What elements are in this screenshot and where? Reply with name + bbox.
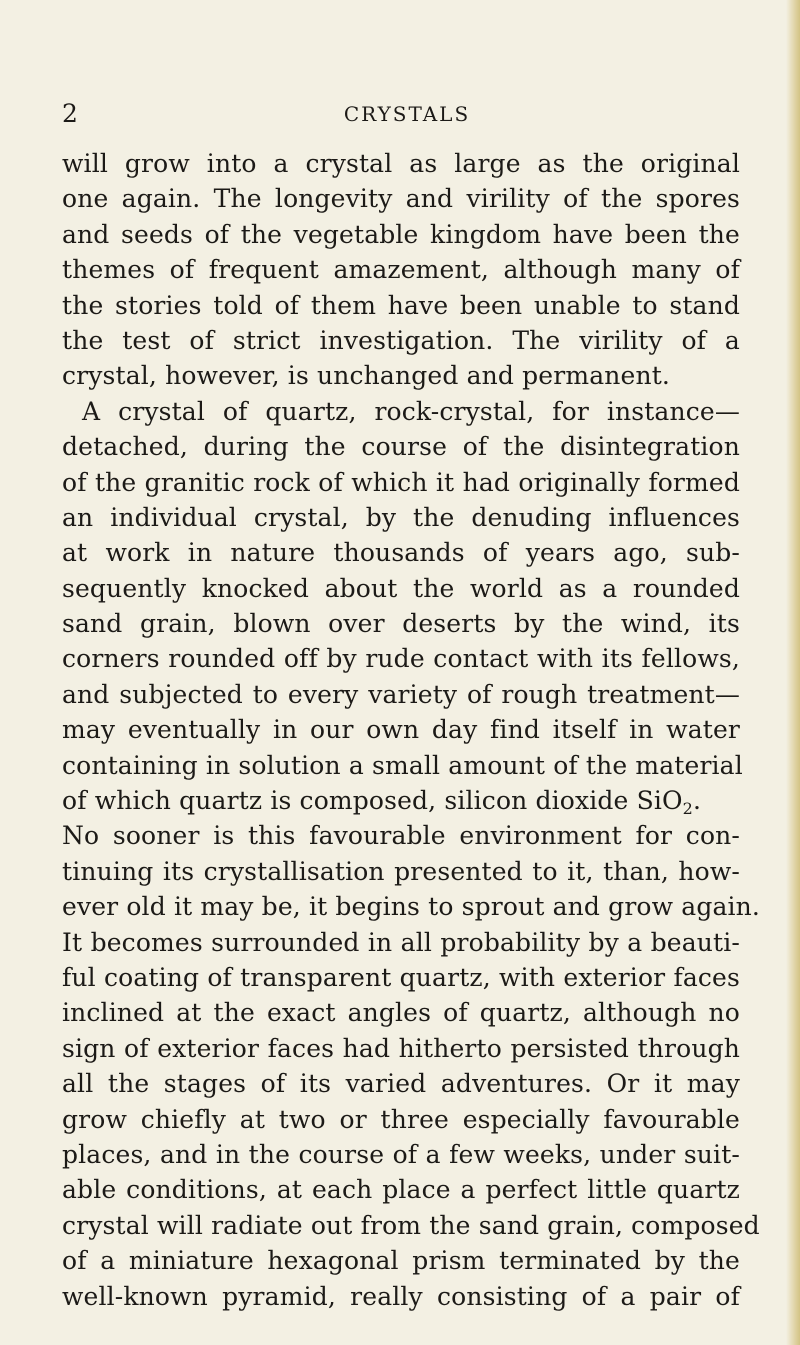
formula-subscript: 2 <box>682 799 693 819</box>
text-line: an individual crystal, by the denuding influences <box>62 502 740 532</box>
text-line: sand grain, blown over deserts by the wind, its <box>62 609 740 639</box>
text-line: and subjected to every variety of rough treatment— <box>62 679 740 709</box>
formula-line-text: of which quartz is composed, silicon dioxide SiO <box>62 786 683 816</box>
text-line-formula <box>62 783 740 818</box>
text-line: ful coating of transparent quartz, with exterior faces <box>62 962 740 992</box>
text-line: at work in nature thousands of years ago, sub- <box>62 538 740 568</box>
text-line: the stories told of them have been unable to stand <box>62 290 740 320</box>
text-line: crystal will radiate out from the sand grain, composed <box>62 1210 760 1240</box>
text-line: the test of strict investigation. The virility of a <box>62 325 740 355</box>
text-line: sequently knocked about the world as a rounded <box>62 573 740 603</box>
text-line: of the granitic rock of which it had originally formed <box>62 467 740 497</box>
page-number: 2 <box>62 99 78 128</box>
text-line: corners rounded off by rude contact with its fellows, <box>62 644 740 674</box>
text-line: ever old it may be, it begins to sprout and grow again. <box>62 892 761 922</box>
text-line: sign of exterior faces had hitherto persisted through <box>62 1033 740 1063</box>
formula-period: . <box>693 786 702 816</box>
page-edge <box>786 0 800 1345</box>
page-header <box>62 96 742 132</box>
text-line: tinuing its crystallisation presented to it, than, how- <box>62 856 740 886</box>
text-line: A crystal of quartz, rock-crystal, for instance— <box>82 396 740 426</box>
text-line: grow chiefly at two or three especially favourable <box>62 1104 740 1134</box>
running-head: CRYSTALS <box>343 102 471 126</box>
text-line: inclined at the exact angles of quartz, although no <box>62 998 740 1028</box>
text-line: able conditions, at each place a perfect little quartz <box>62 1175 740 1205</box>
text-line: No sooner is this favourable environment for con- <box>62 821 740 851</box>
text-line: containing in solution a small amount of the material <box>62 750 743 780</box>
text-line: may eventually in our own day find itself in water <box>62 715 740 745</box>
text-line: detached, during the course of the disintegration <box>62 432 740 462</box>
text-line: It becomes surrounded in all probability by a beauti- <box>62 927 740 957</box>
text-line: well-known pyramid, really consisting of a pair of <box>62 1281 740 1311</box>
text-line: and seeds of the vegetable kingdom have been the <box>62 219 740 249</box>
text-line: themes of frequent amazement, although many of <box>62 255 740 285</box>
text-line: one again. The longevity and virility of the spores <box>62 184 740 214</box>
body-text <box>62 146 761 1314</box>
text-line: of a miniature hexagonal prism terminated by the <box>62 1246 740 1276</box>
text-line: places, and in the course of a few weeks, under suit- <box>62 1139 740 1169</box>
text-line: will grow into a crystal as large as the original <box>62 149 740 178</box>
text-line: crystal, however, is unchanged and permanent. <box>62 361 670 391</box>
text-line: all the stages of its varied adventures. Or it may <box>62 1069 740 1099</box>
